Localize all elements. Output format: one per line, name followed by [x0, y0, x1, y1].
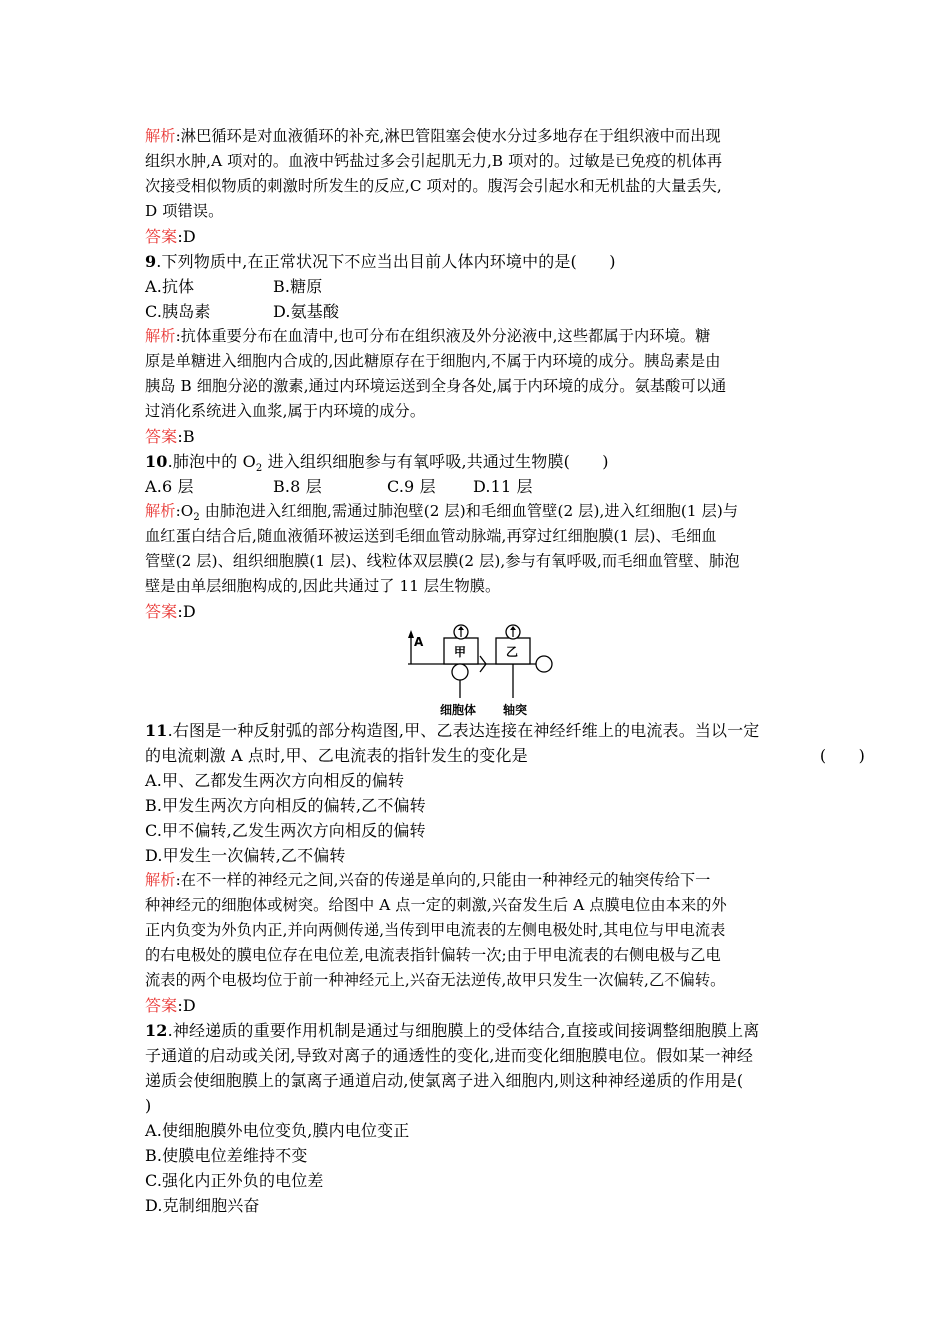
- q10-analysis-line: 管壁(2 层)、组织细胞膜(1 层)、线粒体双层膜(2 层),参与有氧呼吸,而毛细血管壁、肺泡: [145, 552, 740, 570]
- q12-stem: 子通道的启动或关闭,导致对离子的通透性的变化,进而变化细胞膜电位。假如某一神经: [145, 1046, 754, 1065]
- option-b: B.使膜电位差维持不变: [145, 1146, 308, 1165]
- q10-analysis-line: 壁是由单层细胞构成的,因此共通过了 11 层生物膜。: [145, 577, 501, 595]
- exam-page: [145, 124, 865, 1218]
- option-a: A.甲、乙都发生两次方向相反的偏转: [145, 771, 405, 790]
- question-number: 10: [145, 452, 168, 471]
- answer-label: 答案: [145, 602, 178, 621]
- q9-analysis-line: 解析:抗体重要分布在血清中,也可分布在组织液及外分泌液中,这些都属于内环境。糖: [145, 327, 711, 345]
- option-c: C.9 层: [387, 477, 436, 496]
- option-a: A.使细胞膜外电位变负,膜内电位变正: [145, 1121, 410, 1140]
- q8-analysis-line: D 项错误。: [145, 202, 224, 220]
- q9-options-row: [145, 274, 810, 299]
- q9-answer: 答案:B: [145, 427, 195, 446]
- q9-analysis-line: 胰岛 B 细胞分泌的激素,通过内环境运送到全身各处,属于内环境的成分。氨基酸可以通: [145, 377, 727, 395]
- analysis-label: 解析: [145, 502, 176, 520]
- q10-stem: 10.肺泡中的 $O_2$ 进入组织细胞参与有氧呼吸,共通过生物膜( ): [145, 452, 609, 475]
- analysis-label: 解析: [145, 327, 176, 345]
- answer-paren: ( ): [819, 746, 865, 765]
- label-jia: 甲: [454, 645, 467, 659]
- q9-analysis-line: 原是单糖进入细胞内合成的,因此糖原存在于细胞内,不属于内环境的成分。胰岛素是由: [145, 352, 721, 370]
- question-number: 12: [145, 1021, 168, 1040]
- label-a: A: [414, 635, 424, 649]
- q12-stem: 递质会使细胞膜上的氯离子通道启动,使氯离子进入细胞内,则这种神经递质的作用是(: [145, 1071, 744, 1090]
- q11-analysis-line: 正内负变为外负内正,并向两侧传递,当传到甲电流表的左侧电极处时,其电位与甲电流表: [145, 921, 726, 939]
- analysis-label: 解析: [145, 871, 176, 889]
- q11-analysis-line: 种神经元的细胞体或树突。给图中 A 点一定的刺激,兴奋发生后 A 点膜电位由本来的外: [145, 896, 727, 914]
- option-d: D.11 层: [473, 477, 533, 496]
- q8-analysis-line: 组织水肿,A 项对的。血液中钙盐过多会引起肌无力,B 项对的。过敏是已免疫的机体再: [145, 152, 723, 170]
- q10-options-row: [145, 474, 810, 499]
- q11-stem: 11.右图是一种反射弧的部分构造图,甲、乙表达连接在神经纤维上的电流表。当以一定: [145, 721, 760, 740]
- option-d: D.甲发生一次偏转,乙不偏转: [145, 846, 346, 865]
- q10-analysis-line: 解析$:O_2$ 由肺泡进入红细胞,需通过肺泡壁(2 层)和毛细血管壁(2 层),进入红细胞(1 层)与: [145, 502, 739, 524]
- terminal-circle: [536, 656, 552, 672]
- option-c: C.强化内正外负的电位差: [145, 1171, 324, 1190]
- q11-answer: 答案:D: [145, 996, 196, 1015]
- option-b: B.甲发生两次方向相反的偏转,乙不偏转: [145, 796, 426, 815]
- label-yi: 乙: [506, 645, 519, 659]
- option-c: C.胰岛素: [145, 302, 211, 321]
- q8-answer: 答案:D: [145, 227, 196, 246]
- q10-answer: 答案:D: [145, 602, 196, 621]
- q11-analysis-line: 流表的两个电极均位于前一种神经元上,兴奋无法逆传,故甲只发生一次偏转,乙不偏转。: [145, 971, 726, 989]
- cell-body-circle: [452, 664, 468, 680]
- q10-analysis-line: 血红蛋白结合后,随血液循环被运送到毛细血管动脉端,再穿过红细胞膜(1 层)、毛细血: [145, 527, 717, 545]
- question-number: 11: [145, 721, 168, 740]
- q12-stem: ): [145, 1096, 152, 1115]
- q11-analysis-line: 的右电极处的膜电位存在电位差,电流表指针偏转一次;由于甲电流表的右侧电极与乙电: [145, 946, 721, 964]
- q11-analysis-line: 解析:在不一样的神经元之间,兴奋的传递是单向的,只能由一种神经元的轴突传给下一: [145, 871, 711, 889]
- question-number: 9: [145, 252, 157, 271]
- q8-analysis-line: 解析:淋巴循环是对血液循环的补充,淋巴管阻塞会使水分过多地存在于组织液中而出现: [145, 127, 721, 145]
- option-b: B.糖原: [273, 277, 323, 296]
- option-b: B.8 层: [273, 477, 322, 496]
- option-d: D.氨基酸: [273, 302, 340, 321]
- answer-label: 答案: [145, 227, 178, 246]
- q9-analysis-line: 过消化系统进入血浆,属于内环境的成分。: [145, 402, 426, 420]
- q9-options-row: [145, 299, 810, 324]
- label-cell-body: 细胞体: [440, 703, 477, 716]
- option-a: A.抗体: [145, 277, 195, 296]
- reflex-arc-figure: [145, 624, 810, 718]
- q9-stem: 9.下列物质中,在正常状况下不应当出目前人体内环境中的是( ): [145, 252, 616, 271]
- analysis-label: 解析: [145, 127, 176, 145]
- option-d: D.克制细胞兴奋: [145, 1196, 260, 1215]
- option-a: A.6 层: [145, 477, 194, 496]
- answer-label: 答案: [145, 427, 178, 446]
- answer-label: 答案: [145, 996, 178, 1015]
- reflex-arc-diagram: [408, 624, 554, 716]
- q12-stem: 12.神经递质的重要作用机制是通过与细胞膜上的受体结合,直接或间接调整细胞膜上离: [145, 1021, 760, 1040]
- q8-analysis-line: 次接受相似物质的刺激时所发生的反应,C 项对的。腹泻会引起水和无机盐的大量丢失,: [145, 177, 722, 195]
- option-c: C.甲不偏转,乙发生两次方向相反的偏转: [145, 821, 426, 840]
- label-axon: 轴突: [503, 703, 528, 716]
- q11-stem: 的电流刺激 A 点时,甲、乙电流表的指针发生的变化是 ( ): [145, 743, 810, 768]
